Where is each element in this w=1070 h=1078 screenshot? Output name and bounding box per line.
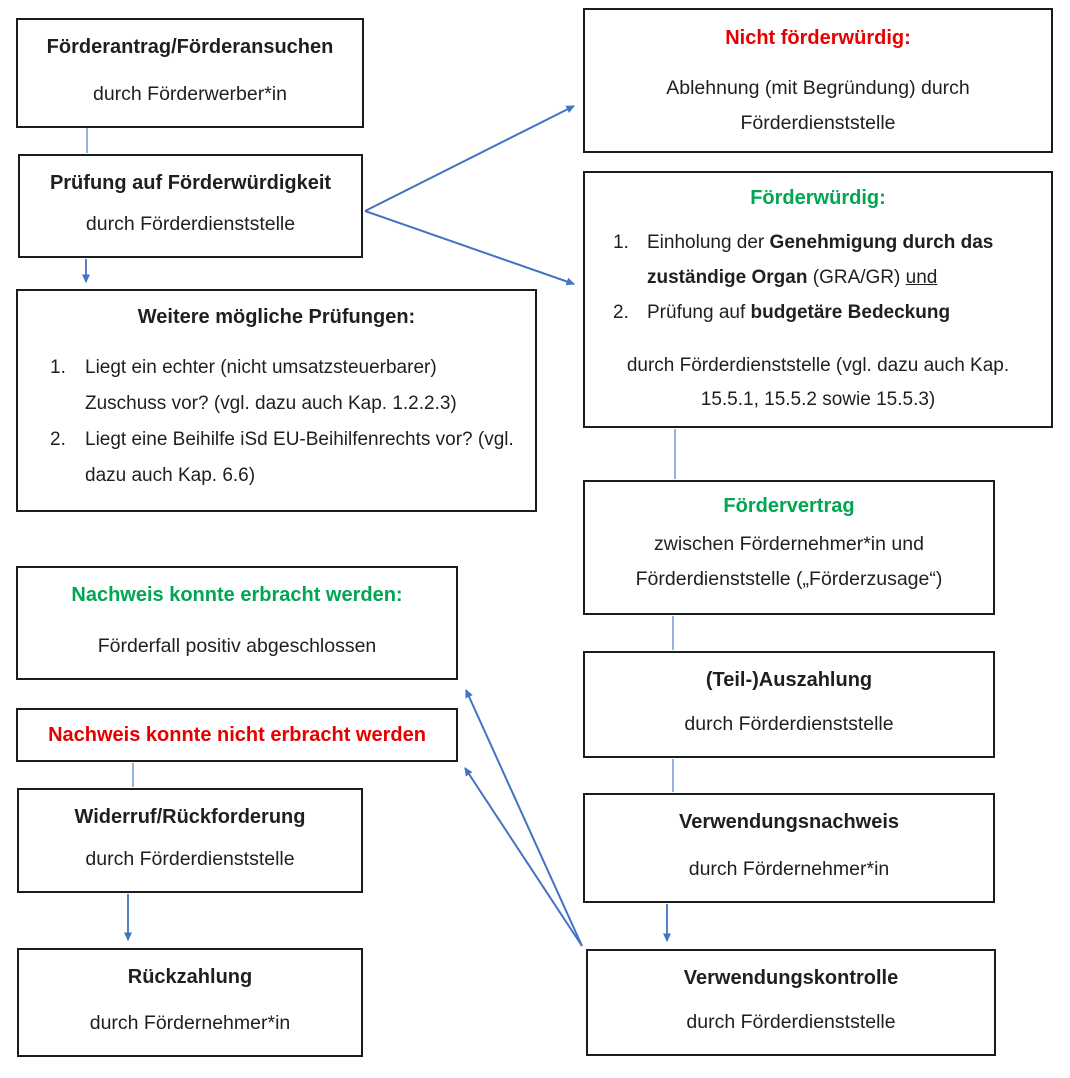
box-nicht-foerderwuerdig xyxy=(583,8,1053,153)
box-nachweis-erbracht-title: Nachweis konnte erbracht werden: xyxy=(71,584,403,606)
box-weitere-pruefungen-title: Weitere mögliche Prüfungen: xyxy=(137,306,416,328)
box-pruefung-foerderwuerdigkeit xyxy=(18,154,363,258)
box-nachweis-erbracht xyxy=(16,566,458,680)
box-verwendungskontrolle-title: Verwendungskontrolle xyxy=(683,967,899,989)
box-verwendungskontrolle xyxy=(586,949,996,1056)
box-foerderantrag xyxy=(16,18,364,128)
box-pruefung-body: durch Förderdienststelle xyxy=(85,213,296,235)
arrow-verwendungskontrolle-to-nachweis-nicht-erbracht xyxy=(465,768,582,946)
box-nachweis-nicht-erbracht xyxy=(16,708,458,762)
box-rueckzahlung-body: durch Fördernehmer*in xyxy=(89,1012,291,1034)
list-item-number: 2. xyxy=(613,302,629,323)
list-item-text: Einholung der Genehmigung durch das zuständige Organ (GRA/GR) und xyxy=(647,232,994,288)
arrow-verwendungskontrolle-to-nachweis-erbracht xyxy=(466,690,582,946)
list-item-number: 1. xyxy=(50,357,66,378)
list-item-text: Prüfung auf budgetäre Bedeckung xyxy=(647,302,951,323)
box-widerruf-rueckforderung xyxy=(17,788,363,893)
box-rueckzahlung-title: Rückzahlung xyxy=(127,966,253,988)
box-foerderantrag-body: durch Förderwerber*in xyxy=(92,83,287,105)
box-foerdervertrag-title: Fördervertrag xyxy=(723,495,855,517)
box-verwendungsnachweis-body: durch Fördernehmer*in xyxy=(688,858,890,880)
box-teil-auszahlung-body: durch Förderdienststelle xyxy=(684,713,894,735)
box-pruefung-title: Prüfung auf Förderwürdigkeit xyxy=(49,172,332,194)
box-nicht-foerderwuerdig-title: Nicht förderwürdig: xyxy=(725,27,911,49)
arrow-pruefung-to-nicht-foerderwuerdig xyxy=(365,106,574,211)
box-verwendungsnachweis xyxy=(583,793,995,903)
box-teil-auszahlung-title: (Teil-)Auszahlung xyxy=(705,669,873,691)
box-verwendungsnachweis-title: Verwendungsnachweis xyxy=(678,811,900,833)
box-foerderwuerdig-title: Förderwürdig: xyxy=(750,187,886,209)
arrow-pruefung-to-foerderwuerdig xyxy=(365,211,574,284)
box-foerderantrag-title: Förderantrag/Förderansuchen xyxy=(46,36,334,58)
box-foerderwuerdig-footer: durch Förderdienststelle (vgl. dazu auch Kap. 15.5.1, 15.5.2 sowie 15.5.3) xyxy=(626,355,1010,410)
box-nachweis-nicht-erbracht-title: Nachweis konnte nicht erbracht werden xyxy=(48,724,426,746)
box-foerdervertrag xyxy=(583,480,995,615)
box-foerderwuerdig xyxy=(583,171,1053,428)
box-weitere-pruefungen xyxy=(16,289,537,512)
box-widerruf-body: durch Förderdienststelle xyxy=(85,848,295,870)
box-foerdervertrag-body: zwischen Fördernehmer*in und Förderdienststelle („Förderzusage“) xyxy=(635,533,943,590)
box-rueckzahlung xyxy=(17,948,363,1057)
list-item-text: Liegt eine Beihilfe iSd EU-Beihilfenrechts vor? (vgl. dazu auch Kap. 6.6) xyxy=(85,429,514,486)
box-nicht-foerderwuerdig-body: Ablehnung (mit Begründung) durch Förderdienststelle xyxy=(666,77,970,134)
box-widerruf-title: Widerruf/Rückforderung xyxy=(74,806,306,828)
list-item xyxy=(595,295,1041,330)
list-item-text: Liegt ein echter (nicht umsatzsteuerbarer) Zuschuss vor? (vgl. dazu auch Kap. 1.2.2.3) xyxy=(85,357,457,414)
box-teil-auszahlung xyxy=(583,651,995,758)
list-item xyxy=(26,350,527,422)
box-nachweis-erbracht-body: Förderfall positiv abgeschlossen xyxy=(97,635,377,657)
list-item xyxy=(26,422,527,494)
box-verwendungskontrolle-body: durch Förderdienststelle xyxy=(686,1011,896,1033)
weitere-pruefungen-list xyxy=(26,350,527,494)
list-item-number: 1. xyxy=(613,232,629,253)
list-item xyxy=(595,225,1041,295)
list-item-number: 2. xyxy=(50,429,66,450)
foerderwuerdig-list xyxy=(595,225,1041,330)
